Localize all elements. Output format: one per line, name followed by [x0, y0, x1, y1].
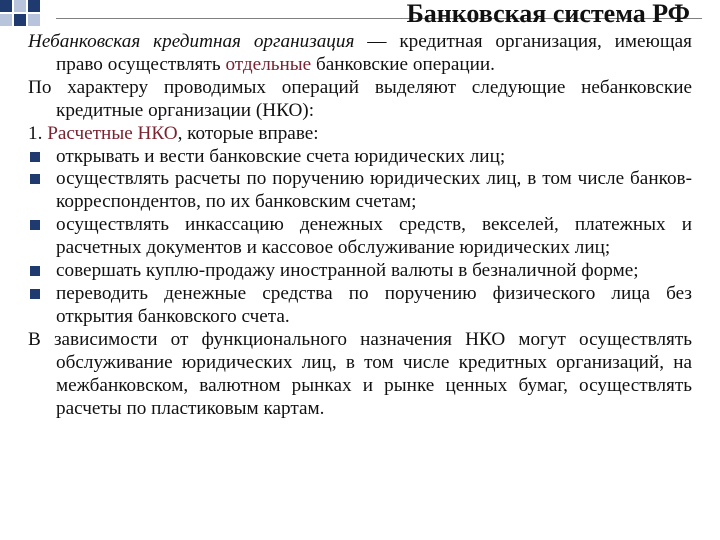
- bullet-item: [28, 260, 692, 283]
- bullet-text: осуществлять расчеты по поручению юридических лиц, в том числе банков-корреспондентов, по их банковским счетам;: [56, 168, 692, 213]
- bullet-item: [28, 214, 692, 260]
- definition-tail: банковские операции.: [311, 53, 495, 75]
- bullet-square-icon: [30, 220, 40, 230]
- square-1: [0, 0, 12, 12]
- intro-paragraph: По характеру проводимых операций выделяют следующие небанковские кредитные организации (НКО):: [28, 76, 692, 121]
- slide-body: [28, 31, 692, 420]
- bullet-text: совершать куплю-продажу иностранной валюты в безналичной форме;: [56, 260, 639, 282]
- bullet-text: осуществлять инкассацию денежных средств, векселей, платежных и расчетных документов и кассовое обслуживание юридических лиц;: [56, 214, 692, 259]
- bullet-square-icon: [30, 289, 40, 299]
- definition-highlight: отдельные: [225, 53, 312, 75]
- bullet-text: переводить денежные средства по поручению физического лица без открытия банковского счета.: [56, 282, 692, 327]
- bullet-item: [28, 283, 692, 329]
- definition-paragraph: [28, 31, 692, 77]
- bullet-item: [28, 146, 692, 169]
- bullet-text: открывать и вести банковские счета юридических лиц;: [56, 145, 506, 167]
- item-1-name: Расчетные НКО: [47, 122, 178, 144]
- bullet-square-icon: [30, 152, 40, 162]
- item-1-number: 1.: [28, 122, 48, 144]
- definition-text: — кредитная организация, имеющая право осуществлять: [56, 31, 693, 75]
- definition-term: Небанковская кредитная организация: [28, 31, 355, 52]
- square-2: [14, 0, 26, 12]
- item-1: [28, 123, 692, 146]
- item-1-rest: , которые вправе:: [177, 122, 319, 144]
- square-4: [0, 14, 12, 26]
- bullet-square-icon: [30, 174, 40, 184]
- bullet-item: [28, 168, 692, 214]
- page-title: Банковская система РФ: [406, 0, 690, 28]
- square-3: [28, 0, 40, 12]
- square-5: [14, 14, 26, 26]
- square-6: [28, 14, 40, 26]
- conclusion-paragraph: В зависимости от функционального назначения НКО могут осуществлять обслуживание юридических лиц, в том числе кредитных организаций, на межбанковском, валютном рынках и рынке ценных бумаг, осуществлять расчеты по пластиковым картам.: [28, 328, 692, 419]
- bullet-square-icon: [30, 266, 40, 276]
